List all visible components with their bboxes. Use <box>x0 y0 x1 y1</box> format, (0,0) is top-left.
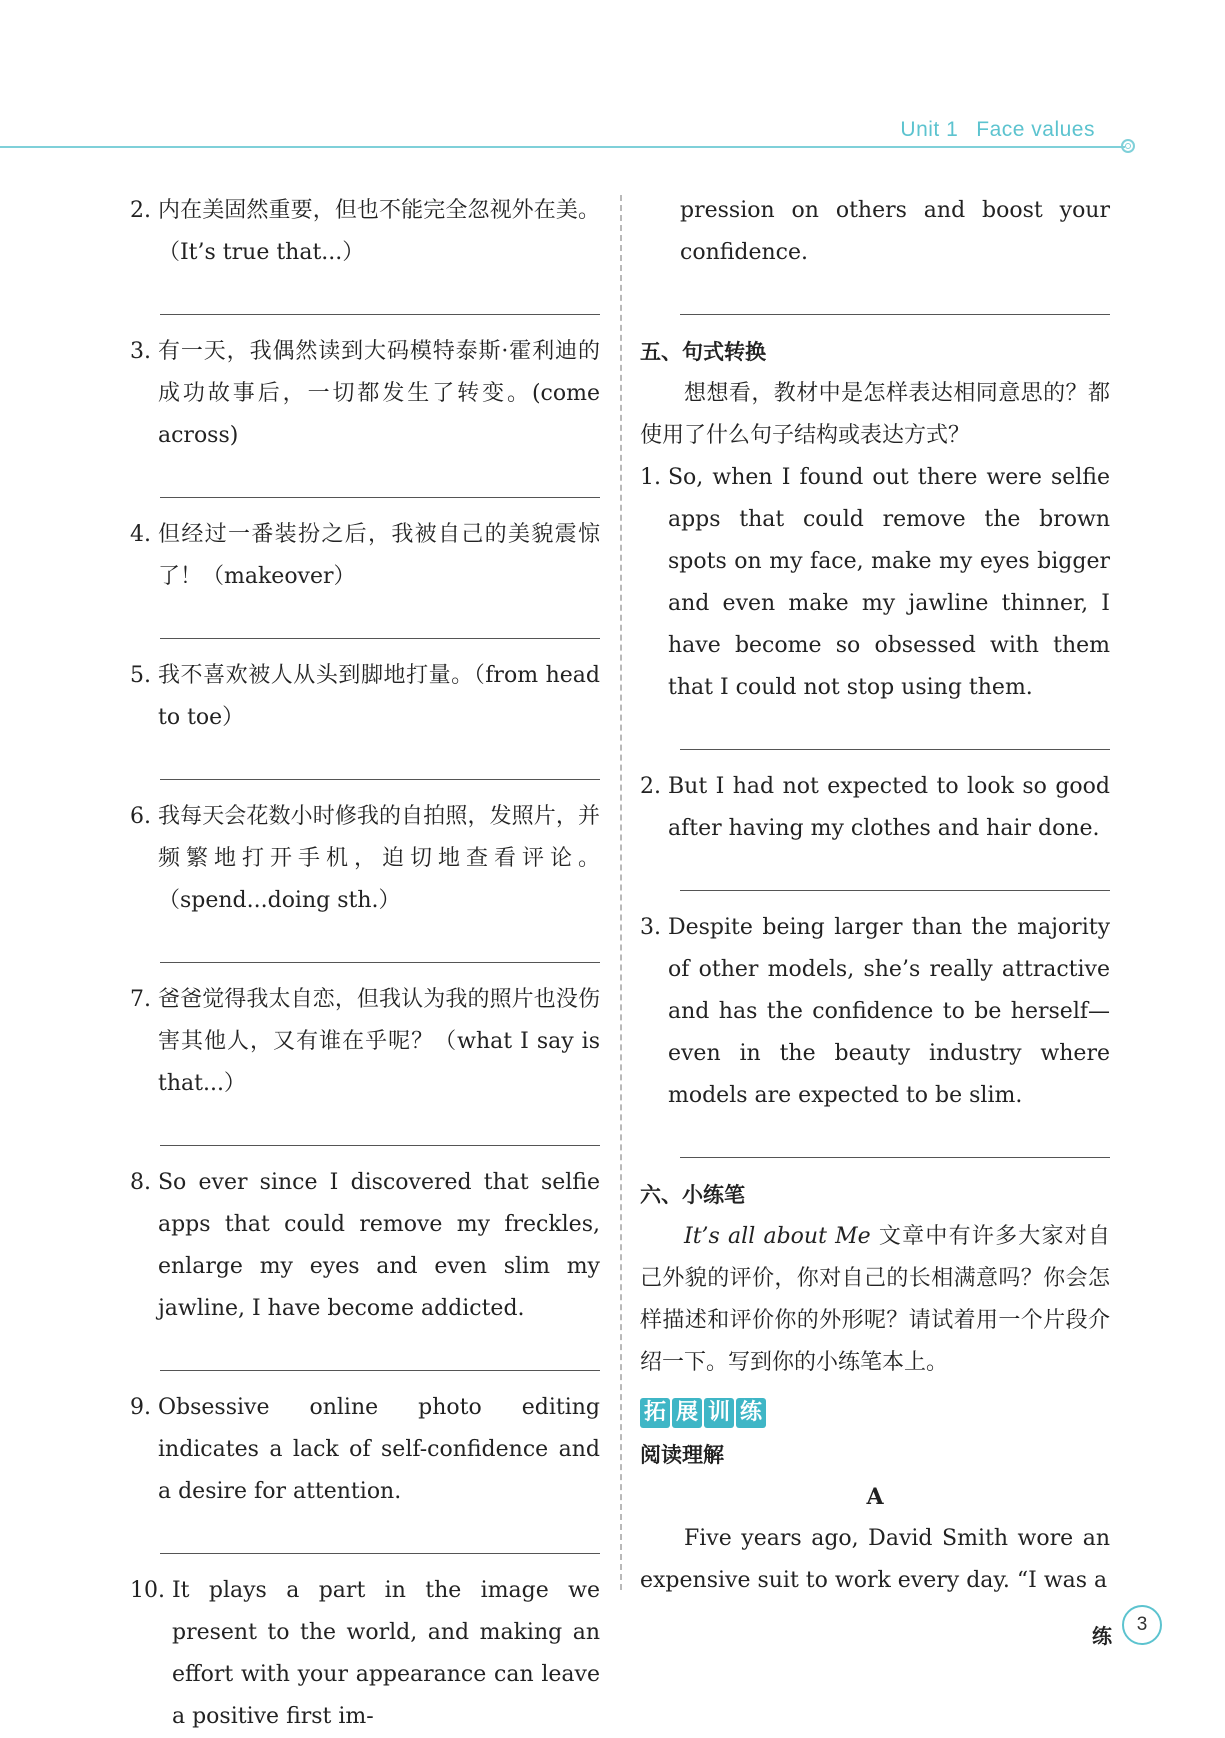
answer-line[interactable] <box>160 1370 600 1371</box>
badge-char: 练 <box>736 1398 766 1428</box>
item-number: 3. <box>640 915 668 940</box>
item-number: 5. <box>130 663 158 688</box>
exercise-item <box>130 979 600 1105</box>
item-text: 内在美固然重要，但也不能完全忽视外在美。（It’s true that...） <box>157 198 600 265</box>
badge-char: 展 <box>672 1398 702 1428</box>
answer-line[interactable] <box>160 497 600 498</box>
item-text: But I had not expected to look so good after having my clothes and hair done. <box>667 774 1110 841</box>
answer-line[interactable] <box>680 890 1110 891</box>
page-number: 3 <box>1122 1605 1162 1645</box>
item-text: 但经过一番装扮之后，我被自己的美貌震惊了！（makeover） <box>157 522 600 589</box>
exercise-item <box>640 457 1110 709</box>
right-column <box>640 190 1110 1602</box>
badge-char: 拓 <box>640 1398 670 1428</box>
item-number: 2. <box>640 774 668 799</box>
answer-line[interactable] <box>160 962 600 963</box>
item-number: 9. <box>130 1395 158 1420</box>
item-text: 有一天，我偶然读到大码模特泰斯·霍利迪的成功故事后，一切都发生了转变。(come across) <box>157 339 600 448</box>
unit-label: Unit 1 <box>900 118 959 141</box>
exercise-item <box>640 907 1110 1117</box>
section-intro: 想想看，教材中是怎样表达相同意思的？都使用了什么句子结构或表达方式？ <box>640 381 1110 448</box>
extension-training-badge <box>640 1398 766 1428</box>
exercise-item <box>130 331 600 457</box>
badge-char: 训 <box>704 1398 734 1428</box>
answer-line[interactable] <box>160 638 600 639</box>
exercise-item <box>130 796 600 922</box>
section-title-writing: 六、小练笔 <box>640 1183 745 1207</box>
item-text: 我不喜欢被人从头到脚地打量。（from head to toe） <box>157 663 600 730</box>
exercise-item <box>130 190 600 274</box>
exercise-item <box>130 1387 600 1513</box>
item-number: 4. <box>130 522 158 547</box>
answer-line[interactable] <box>680 1157 1110 1158</box>
left-column <box>130 190 600 1738</box>
answer-line[interactable] <box>680 314 1110 315</box>
exercise-item <box>130 1162 600 1330</box>
item-text: 爸爸觉得我太自恋，但我认为我的照片也没伤害其他人，又有谁在乎呢？（what I say is that...） <box>157 987 600 1096</box>
passage-text: Five years ago, David Smith wore an expensive suit to work every day. “I was a <box>640 1526 1110 1593</box>
section-title-sentence-conversion: 五、句式转换 <box>640 340 766 364</box>
item-number: 6. <box>130 804 158 829</box>
item-number: 7. <box>130 987 158 1012</box>
article-title: It’s all about Me <box>684 1224 871 1249</box>
writing-prompt-text: 文章中有许多大家对自己外貌的评价，你对自己的长相满意吗？你会怎样描述和评价你的外形呢？请试着用一个片段介绍一下。写到你的小练笔本上。 <box>640 1224 1111 1375</box>
item-text: So, when I found out there were selfie apps that could remove the brown spots on my face, make my eyes bigger and even make my jawline thinner, I have become so obsessed with them that I could not stop using them. <box>667 465 1110 700</box>
writing-prompt <box>640 1216 1110 1384</box>
answer-line[interactable] <box>160 1553 600 1554</box>
item-text: Obsessive online photo editing indicates a lack of self-confidence and a desire for attention. <box>157 1395 600 1504</box>
exercise-item <box>640 766 1110 850</box>
reading-comprehension-title: 阅读理解 <box>640 1443 724 1467</box>
item-number: 10. <box>130 1578 172 1603</box>
exercise-item <box>130 1570 600 1738</box>
item-10-continuation: pression on others and boost your confidence. <box>680 198 1110 265</box>
column-divider <box>620 195 622 1590</box>
item-text: It plays a part in the image we present to the world, and making an effort with your appearance can leave a positive first im- <box>171 1578 600 1729</box>
item-number: 8. <box>130 1170 158 1195</box>
exercise-item <box>130 655 600 739</box>
answer-line[interactable] <box>160 1145 600 1146</box>
running-header <box>900 118 1095 142</box>
exercise-item <box>130 514 600 598</box>
passage-label: A <box>866 1484 884 1510</box>
item-number: 2. <box>130 198 158 223</box>
item-text: So ever since I discovered that selfie apps that could remove my freckles, enlarge my eyes and even slim my jawline, I have become addicted. <box>157 1170 600 1321</box>
item-number: 3. <box>130 339 158 364</box>
answer-line[interactable] <box>680 749 1110 750</box>
item-number: 1. <box>640 465 668 490</box>
unit-title: Face values <box>976 118 1095 141</box>
answer-line[interactable] <box>160 779 600 780</box>
footer-practice-label: 练 <box>1092 1624 1112 1648</box>
item-text: Despite being larger than the majority of other models, she’s really attractive and has the confidence to be herself—even in the beauty industry where models are expected to be slim. <box>667 915 1110 1108</box>
answer-line[interactable] <box>160 314 600 315</box>
header-rule <box>0 146 1125 148</box>
item-text: 我每天会花数小时修我的自拍照，发照片，并频繁地打开手机，迫切地查看评论。（spend...doing sth.） <box>157 804 600 913</box>
header-ring-ornament <box>1121 139 1135 153</box>
